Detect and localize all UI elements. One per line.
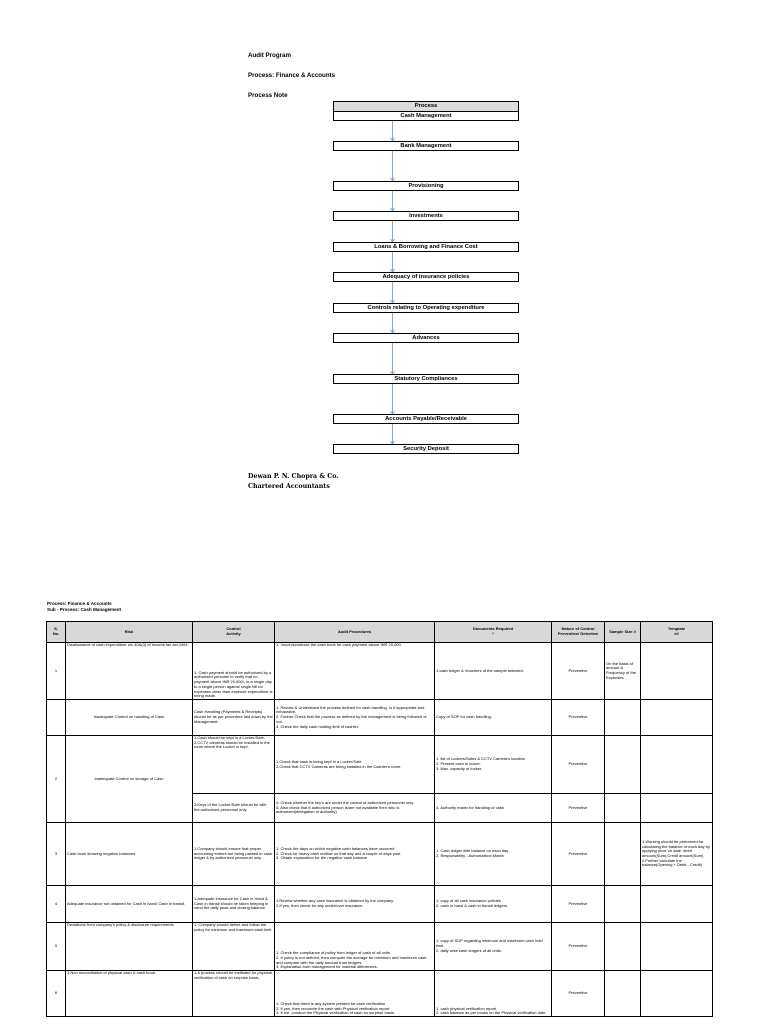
header-template: Template ## — [641, 622, 713, 643]
cell-documents: 1. Cash ledger with balance on each day 2. Responsibility - Authorization Matrix — [435, 823, 552, 886]
cell-control: 1.A process should be instituted for physical verification of cash on surprise basis. — [193, 971, 275, 1017]
table-row — [47, 823, 713, 886]
cell-sample — [605, 700, 641, 736]
flow-box-accounts-payable: Accounts Payable/Receivable — [333, 414, 519, 424]
cell-template — [641, 643, 713, 700]
cell-nature: Preventive — [552, 886, 605, 923]
cell-nature: Preventive — [552, 794, 605, 823]
flow-box-statutory-compliances: Statutory Compliances — [333, 374, 519, 384]
cell-procedures: 4. Check whether the key's are under the control of authorized personnel only. 5. Also check that if authorized person is/are not available then who is authorized(delegation of authority) — [275, 794, 435, 823]
document-title: Audit Program — [248, 52, 291, 59]
cell-documents: 1.cash ledger & Vouchers of the sample selected. — [435, 643, 552, 700]
cell-nature: Preventive — [552, 823, 605, 886]
cell-sno — [47, 700, 66, 736]
table-row — [47, 971, 713, 1017]
table-header-row — [47, 622, 713, 643]
cell-sno: 5 — [47, 923, 66, 971]
cell-risk: 1.Non reconciliation of physical cash & cash book. — [66, 971, 193, 1017]
cell-template — [641, 700, 713, 736]
header-audit-procedures: Audit Procedures — [275, 622, 435, 643]
cell-documents: 1. cash physical verification report 2. cash balance as per books on the Physical verification date. — [435, 971, 552, 1017]
cell-procedures: 1.Review whether any cash insurance is obtained by the company. 2.If yes, then check for any under/over insurance. — [275, 886, 435, 923]
cell-nature: Preventive — [552, 923, 605, 971]
header-sample-size: Sample Size # — [605, 622, 641, 643]
cell-control: 1.Adequate insurance for Cash in Hand & Cash in transit should be taken keeping in mind the daily peak and closing balance. — [193, 886, 275, 923]
cell-template — [641, 971, 713, 1017]
cell-control: 1. Company should define and follow the policy for minimum and maximum cash limit — [193, 923, 275, 971]
header-nature-of-control: Nature of Control Preventive/ Detective — [552, 622, 605, 643]
flow-box-loans-borrowing: Loans & Borrowing and Finance Cost — [333, 242, 519, 252]
cell-procedures: 1. Vouch/scrutinize the cash book for cash payment above INR 20,000. — [275, 643, 435, 700]
cell-control: 3.Keys of the Locker/Safe should be with the authorized personnel only. — [193, 794, 275, 823]
flow-box-security-deposit: Security Deposit — [333, 444, 519, 454]
cell-documents: 1. list of Lockers/Safes & CCTV Camera's location 2. Present cash in locker. 3. Max. capacity of locker. — [435, 736, 552, 794]
cell-template: 1.Working should be performed for calculating the balance of each day by applying pivot on date, debit amount(Sum),Credit amount(Sum). 2.Further calculate the balance(Opening + Debit - Credit) — [641, 823, 713, 886]
flow-box-advances: Advances — [333, 333, 519, 343]
flow-box-insurance: Adequacy of insurance policies — [333, 272, 519, 282]
cell-sample — [605, 736, 641, 794]
process-note-label: Process Note — [248, 92, 288, 99]
cell-documents: 1. copy of all cash insurance policies 2. cash in hand & cash in transit ledgers. — [435, 886, 552, 923]
cell-risk: Deviations from company's policy & disclosure requirements — [66, 923, 193, 971]
cell-control: Cash Handling (Payments & Receipts) should be as per procedure laid down by the Management. — [193, 700, 275, 736]
firm-subtitle: Chartered Accountants — [248, 483, 330, 490]
cell-risk: Adequate insurance not obtained for Cash in hand/ Cash in transit. — [66, 886, 193, 923]
cell-procedures: 1.Check that cash is being kept in a Locker/Safe 2.Check that CCTV Cameras are being installed in the Cashier's room. — [275, 736, 435, 794]
table-row — [47, 886, 713, 923]
cell-sample — [605, 923, 641, 971]
cell-risk: Disallowance of cash expenditure u/s 40A(3) of Income tax act,1961. — [66, 643, 193, 700]
flow-box-provisioning: Provisioning — [333, 181, 519, 191]
cell-control: 1. Cash payment should be authorized by a authorized personel to verify that no payment above INR 20,000/- in a single day to a single person against single bill for expenses other than expense expenditure is being made. — [193, 643, 275, 700]
cell-risk: Inadequate Control on handling of Cash — [66, 700, 193, 736]
cell-risk: Inadequate Control on storage of Cash — [66, 736, 193, 823]
table-row — [47, 643, 713, 700]
cell-sample — [605, 794, 641, 823]
cell-sample: On the basis of amount & Frequency of the Expenses — [605, 643, 641, 700]
cell-sno: 4 — [47, 886, 66, 923]
flow-box-bank-management: Bank Management — [333, 141, 519, 151]
cell-nature: Preventive — [552, 643, 605, 700]
cell-template — [641, 886, 713, 923]
header-documents-required: Documents Required * — [435, 622, 552, 643]
process-label: Process: Finance & Accounts — [248, 72, 336, 79]
flow-head-label: Process — [414, 103, 438, 109]
cell-sample — [605, 823, 641, 886]
cell-sample — [605, 886, 641, 923]
cell-procedures: 1. Check the days on which negative cash balances have occurred 2. Check for heavy cash outflow on that day and a couple of days post 3. Obtain explanation for the negative cash balance — [275, 823, 435, 886]
cell-procedures: 1. Review & Understand the process defined for cash handling. Is it appropriate and exhaustive. 2. Further Check that the process as defined by the management is being followed or not. 3. Check the daily cash holding limit of cashier. — [275, 700, 435, 736]
header-sno: S. No. — [47, 622, 66, 643]
header-risk: Risk — [66, 622, 193, 643]
cell-procedures: 1. Check that there is any system present for cash verification 2. If yes, then reconcile the cash with Physical verification report 3. If not ,conduct the Physical verification of cash on surprise basis. — [275, 971, 435, 1017]
flow-step-label: Cash Management — [334, 111, 518, 121]
cell-documents: 1. copy of SOP regarding minimum and maximum cash hold limit. 2. daily wise cash ledgers of all units. — [435, 923, 552, 971]
cell-template — [641, 736, 713, 794]
cell-sno: 3 — [47, 823, 66, 886]
cell-control: 1.Company should ensure that proper accounting entries are being passed in cash ledger & by authorized personnel only. — [193, 823, 275, 886]
cell-nature: Preventive — [552, 971, 605, 1017]
cell-control: 1.Cash should be kept in a Locker/Safe. 2.CCTV cameras should be installed in the room where the Locker is kept. — [193, 736, 275, 794]
firm-name: Dewan P. N. Chopra & Co. — [248, 473, 339, 480]
cell-nature: Preventive — [552, 736, 605, 794]
cell-sample — [605, 971, 641, 1017]
cell-procedures: 1. Check the compliance of policy from ledger of cash of all units 2. If policy is not defined, then compute the average for minimum and maximum cash and compare with the daily amount from ledgers. 3. Explanation from management for material differences. — [275, 923, 435, 971]
flowchart-connectors — [0, 0, 768, 470]
cell-documents: Copy of SOP for cash handling. — [435, 700, 552, 736]
cell-risk: Cash book showing negative balances — [66, 823, 193, 886]
table-row — [47, 736, 713, 794]
cell-template — [641, 794, 713, 823]
section-subprocess: Sub - Process: Cash Management — [47, 607, 122, 612]
flow-box-investments: Investments — [333, 211, 519, 221]
audit-program-table — [46, 621, 713, 1017]
section-process: Process: Finance & Accounts — [47, 601, 112, 606]
table-row — [47, 700, 713, 736]
header-control-activity: Control Activity — [193, 622, 275, 643]
cell-template — [641, 923, 713, 971]
flow-box-operating-expenditure: Controls relating to Operating expenditure — [333, 303, 519, 313]
cell-sno: 2 — [47, 736, 66, 823]
table-row — [47, 923, 713, 971]
cell-documents: 4. Authority matrix for handling of cash — [435, 794, 552, 823]
cell-sno: 1 — [47, 643, 66, 700]
cell-nature: Preventive — [552, 700, 605, 736]
flow-box-cash-management — [333, 101, 519, 121]
cell-sno: 6 — [47, 971, 66, 1017]
